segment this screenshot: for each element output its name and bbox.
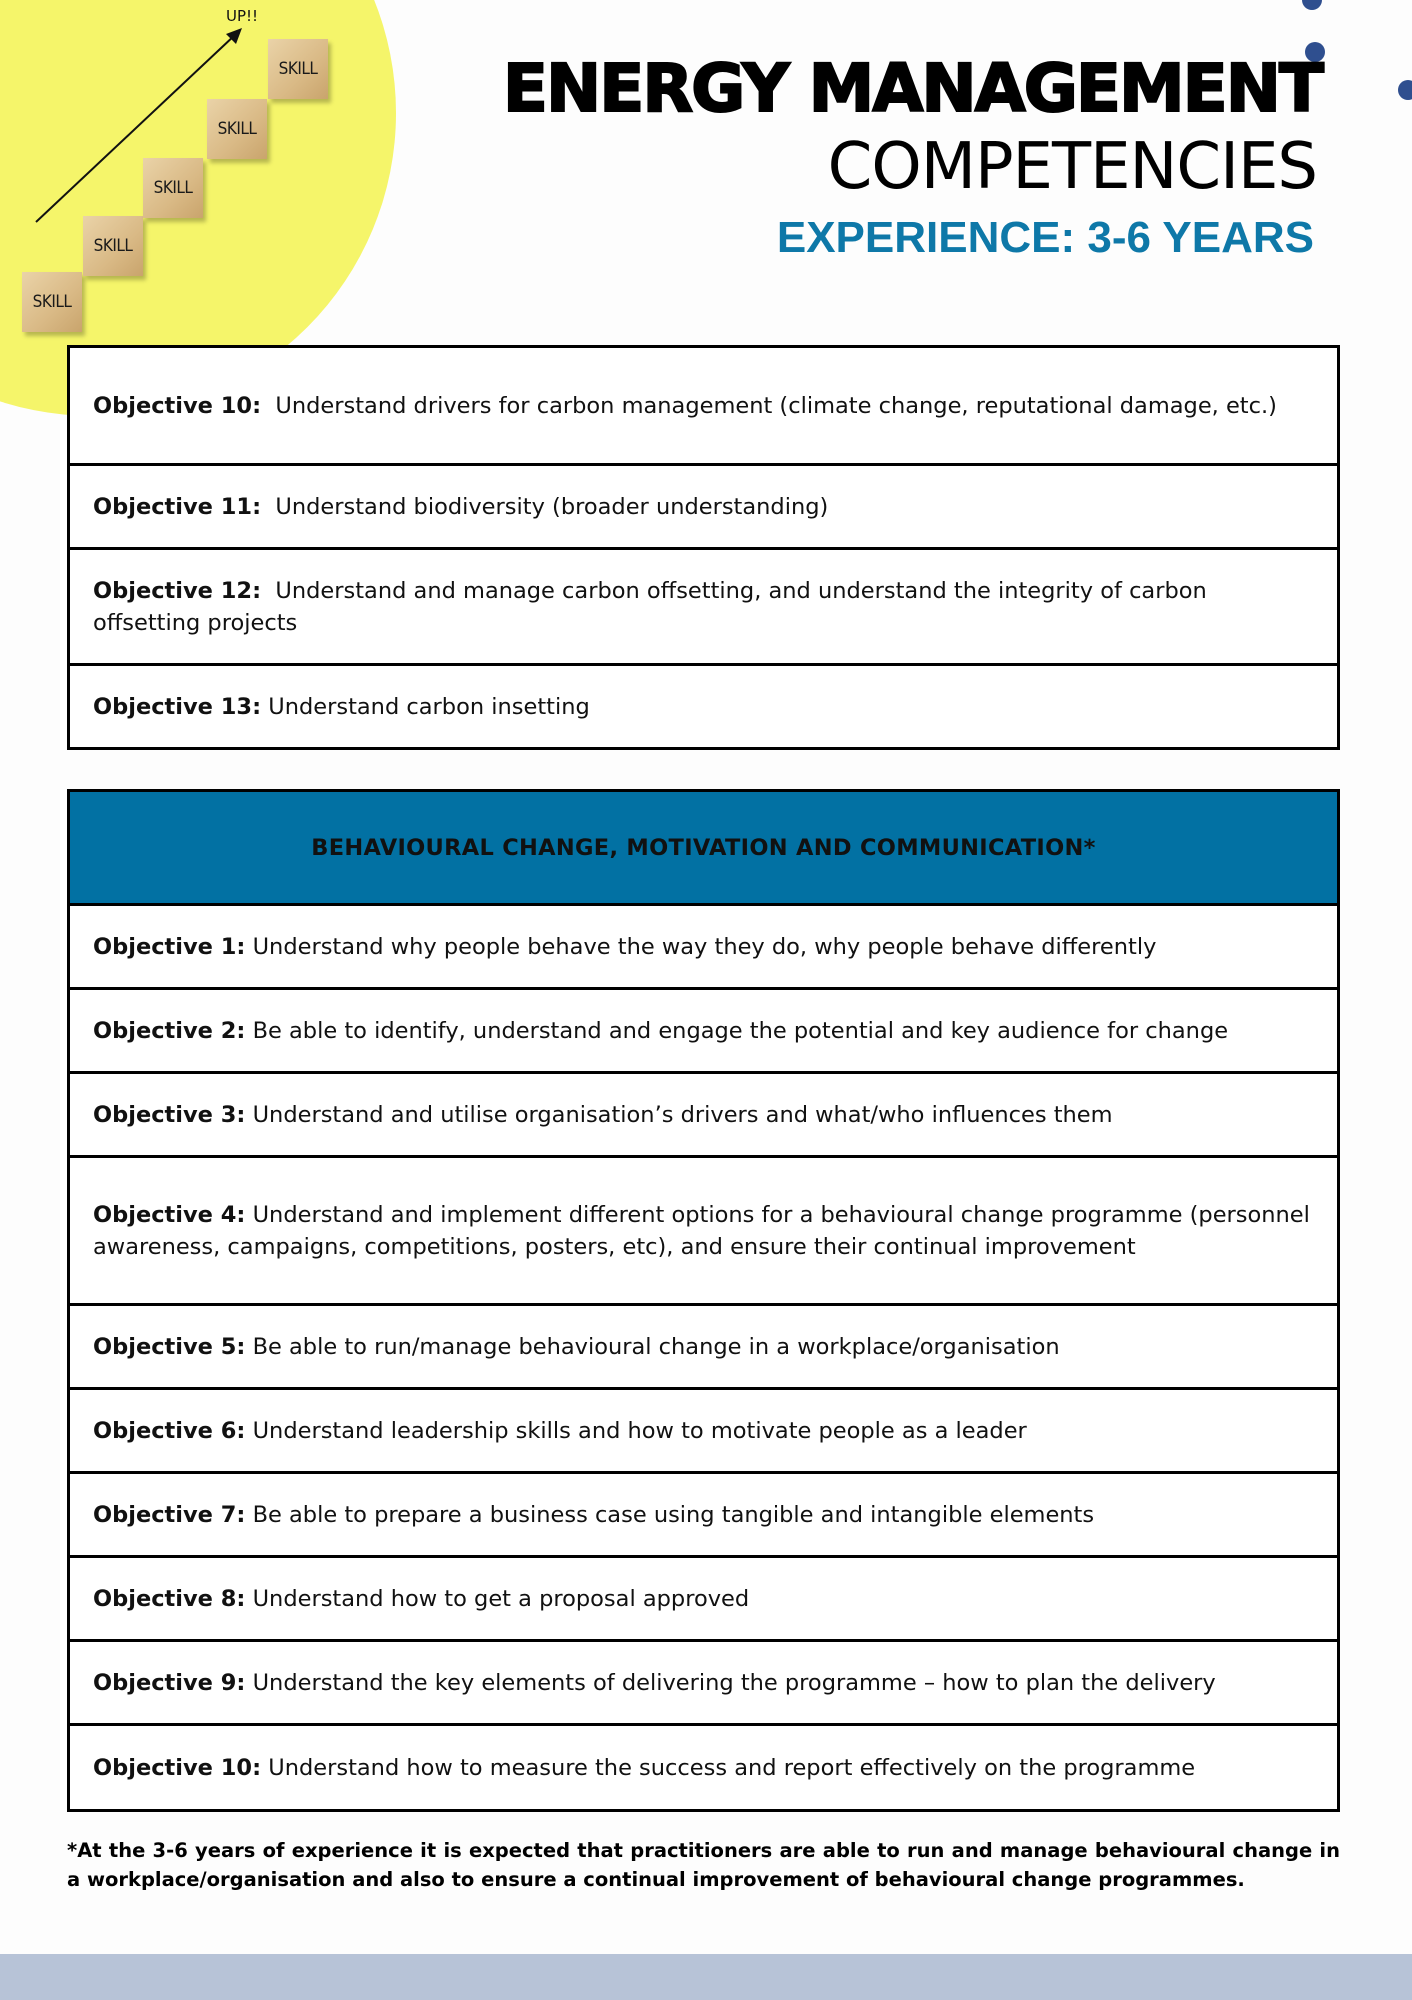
table-row <box>69 1157 1339 1305</box>
table-row <box>69 1641 1339 1725</box>
table-row <box>69 347 1339 465</box>
page-title: ENERGY MANAGEMENT <box>502 50 1322 127</box>
section-header-row <box>69 791 1339 905</box>
objective-cell: Objective 10: Understand how to measure the success and report effectively on the programme <box>69 1725 1339 1811</box>
dot-decoration <box>1302 0 1322 10</box>
objective-cell: Objective 2: Be able to identify, understand and engage the potential and key audience for change <box>69 989 1339 1073</box>
objective-cell: Objective 10: Understand drivers for carbon management (climate change, reputational damage, etc.) <box>69 347 1339 465</box>
footer-band <box>0 1954 1412 2000</box>
table-row <box>69 1473 1339 1557</box>
page-subtitle: COMPETENCIES <box>827 130 1317 204</box>
table-row <box>69 1073 1339 1157</box>
objective-cell: Objective 11: Understand biodiversity (broader understanding) <box>69 465 1339 549</box>
carbon-objectives-table <box>67 345 1340 750</box>
table-row <box>69 549 1339 665</box>
objective-cell: Objective 4: Understand and implement different options for a behavioural change programme (personnel awareness, campaigns, competitions, posters, etc), and ensure their continual improvement <box>69 1157 1339 1305</box>
section-heading: BEHAVIOURAL CHANGE, MOTIVATION AND COMMUNICATION* <box>69 791 1339 905</box>
table-row <box>69 1557 1339 1641</box>
skill-block: SKILL <box>207 99 267 159</box>
objective-cell: Objective 8: Understand how to get a proposal approved <box>69 1557 1339 1641</box>
behaviour-objectives-table <box>67 789 1340 1812</box>
experience-label: EXPERIENCE: 3-6 YEARS <box>776 213 1314 262</box>
objective-cell: Objective 7: Be able to prepare a business case using tangible and intangible elements <box>69 1473 1339 1557</box>
objective-cell: Objective 6: Understand leadership skills and how to motivate people as a leader <box>69 1389 1339 1473</box>
objective-cell: Objective 13: Understand carbon insetting <box>69 665 1339 749</box>
skill-block: SKILL <box>268 39 328 99</box>
table-row <box>69 665 1339 749</box>
objective-cell: Objective 1: Understand why people behave the way they do, why people behave differently <box>69 905 1339 989</box>
table-row <box>69 1725 1339 1811</box>
table-row <box>69 1389 1339 1473</box>
up-label: UP!! <box>226 7 259 25</box>
skill-block: SKILL <box>22 272 82 332</box>
table-row <box>69 1305 1339 1389</box>
skill-block: SKILL <box>143 158 203 218</box>
table-row <box>69 465 1339 549</box>
skill-stairs-illustration <box>0 0 400 360</box>
dot-decoration <box>1398 80 1412 100</box>
skill-block: SKILL <box>83 216 143 276</box>
table-row <box>69 905 1339 989</box>
objective-cell: Objective 5: Be able to run/manage behavioural change in a workplace/organisation <box>69 1305 1339 1389</box>
objective-cell: Objective 9: Understand the key elements of delivering the programme – how to plan the delivery <box>69 1641 1339 1725</box>
objective-cell: Objective 3: Understand and utilise organisation’s drivers and what/who influences them <box>69 1073 1339 1157</box>
footnote: *At the 3-6 years of experience it is expected that practitioners are able to run and manage behavioural change in a workplace/organisation and also to ensure a continual improvement of behavioural change programmes. <box>67 1839 1340 1891</box>
objective-cell: Objective 12: Understand and manage carbon offsetting, and understand the integrity of carbon offsetting projects <box>69 549 1339 665</box>
table-row <box>69 989 1339 1073</box>
